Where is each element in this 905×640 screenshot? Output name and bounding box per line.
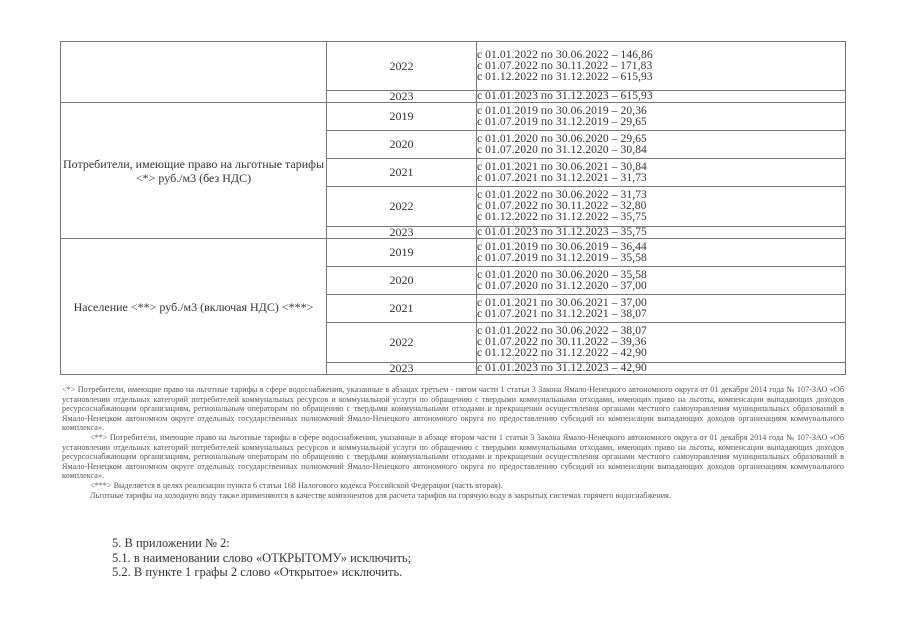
- amendment-line: 5. В приложении № 2:: [112, 536, 230, 550]
- period-line: с 01.07.2019 по 31.12.2019 – 29,65: [477, 115, 647, 128]
- period-line: с 01.01.2019 по 30.06.2019 – 20,36: [477, 104, 647, 117]
- year-cell: 2022: [327, 42, 477, 91]
- year-cell: 2021: [327, 295, 477, 323]
- year-cell: 2023: [327, 91, 477, 103]
- year-cell: 2022: [327, 323, 477, 363]
- period-line: с 01.07.2022 по 30.11.2022 – 171,83: [477, 59, 653, 72]
- amendment-line: 5.1. в наименовании слово «ОТКРЫТОМУ» исключить;: [112, 550, 412, 565]
- period-line: с 01.01.2022 по 30.06.2022 – 146,86: [477, 48, 653, 61]
- periods-cell: [477, 91, 846, 103]
- consumer-group-cell: Население <**> руб./м3 (включая НДС) <***>: [61, 239, 327, 375]
- year-cell: 2021: [327, 159, 477, 187]
- periods-cell: [477, 239, 846, 267]
- periods-cell: [477, 42, 846, 91]
- period-line: с 01.01.2020 по 30.06.2020 – 35,58: [477, 268, 647, 281]
- period-line: с 01.01.2021 по 30.06.2021 – 30,84: [477, 160, 647, 173]
- footnotes: [62, 385, 844, 500]
- footnote: <***> Выделяется в целях реализации пункта 6 статьи 168 Налогового кодекса Российской Федерации (часть вторая).: [90, 480, 503, 490]
- year-cell: 2023: [327, 227, 477, 239]
- amendment-line: 5.2. В пункте 1 графы 2 слово «Открытое» исключить.: [112, 565, 403, 579]
- periods-cell: [477, 103, 846, 131]
- footnote: Льготные тарифы на холодную воду также применяются в качестве компонентов для расчета тарифов на горячую воду в закрытых системах горячего водоснабжения.: [90, 490, 671, 500]
- period-line: с 01.07.2022 по 30.11.2022 – 32,80: [477, 200, 647, 212]
- period-line: с 01.01.2023 по 31.12.2023 – 42,90: [477, 362, 647, 374]
- period-line: с 01.12.2022 по 31.12.2022 – 35,75: [477, 211, 647, 223]
- amendments: [112, 536, 411, 580]
- period-line: с 01.01.2022 по 30.06.2022 – 31,73: [477, 189, 647, 201]
- periods-cell: [477, 131, 846, 159]
- period-line: с 01.07.2021 по 31.12.2021 – 38,07: [477, 307, 647, 320]
- period-line: с 01.12.2022 по 31.12.2022 – 42,90: [477, 347, 647, 359]
- periods-cell: [477, 227, 846, 239]
- period-line: с 01.07.2022 по 30.11.2022 – 39,36: [477, 336, 647, 348]
- footnote: <**> Потребители, имеющие право на льготные тарифы в сфере водоснабжения, указанные в абзаце втором части 1 статьи 3 Закона Ямало-Ненецкого автономного округа от 01 декабря 2014 года № 107-ЗАО «Об установлении отдельных категорий потребителей коммунальных ресурсов и коммунальной услуги по обращению с твердыми коммунальными отходами, имеющих право на льготы, компенсации выпадающих доходов ресурсоснабжающим организациям, региональным операторам по обращению с твердыми коммунальными отходами и прекращении осуществления органами местного самоуправления муниципальных образований в Ямало-Ненецком автономном округе отдельных государственных полномочий Ямало-Ненецкого автономного округа по предоставлению субсидий из компенсации выпадающих доходов организациям коммунального комплекса».: [62, 432, 844, 481]
- period-line: с 01.01.2019 по 30.06.2019 – 36,44: [477, 240, 647, 253]
- period-line: с 01.01.2021 по 30.06.2021 – 37,00: [477, 296, 647, 309]
- year-cell: 2019: [327, 239, 477, 267]
- period-line: с 01.01.2023 по 31.12.2023 – 615,93: [477, 90, 653, 102]
- period-line: с 01.01.2023 по 31.12.2023 – 35,75: [477, 226, 647, 238]
- footnote: <*> Потребители, имеющие право на льготные тарифы в сфере водоснабжения, указанные в абзацах третьем - пятом части 1 статьи 3 Закона Ямало-Ненецкого автономного округа от 01 декабря 2014 года № 107-ЗАО «Об установлении отдельных категорий потребителей коммунальных ресурсов и коммунальной услуги по обращению с твердыми коммунальными отходами, имеющих право на льготы, компенсации выпадающих доходов ресурсоснабжающим организациям, региональным операторам по обращению с твердыми коммунальными отходами и прекращении осуществления органами местного самоуправления муниципальных образований в Ямало-Ненецком автономном округе отдельных государственных полномочий Ямало-Ненецкого автономного округа по предоставлению субсидий из компенсации выпадающих доходов организациям коммунального комплекса».: [62, 385, 844, 433]
- period-line: с 01.01.2022 по 30.06.2022 – 38,07: [477, 325, 647, 337]
- period-line: с 01.07.2020 по 31.12.2020 – 37,00: [477, 279, 647, 292]
- year-cell: 2020: [327, 267, 477, 295]
- year-cell: 2022: [327, 187, 477, 227]
- period-line: с 01.07.2020 по 31.12.2020 – 30,84: [477, 143, 647, 156]
- periods-cell: [477, 267, 846, 295]
- consumer-group-cell: [61, 42, 327, 103]
- period-line: с 01.12.2022 по 31.12.2022 – 615,93: [477, 70, 653, 83]
- year-cell: 2023: [327, 363, 477, 375]
- periods-cell: [477, 323, 846, 363]
- period-line: с 01.07.2021 по 31.12.2021 – 31,73: [477, 171, 647, 184]
- periods-cell: [477, 295, 846, 323]
- periods-cell: [477, 187, 846, 227]
- year-cell: 2020: [327, 131, 477, 159]
- period-line: с 01.07.2019 по 31.12.2019 – 35,58: [477, 251, 647, 264]
- periods-cell: [477, 363, 846, 375]
- year-cell: 2019: [327, 103, 477, 131]
- periods-cell: [477, 159, 846, 187]
- tariff-table: [60, 41, 846, 375]
- consumer-group-cell: Потребители, имеющие право на льготные тарифы <*> руб./м3 (без НДС): [61, 103, 327, 239]
- period-line: с 01.01.2020 по 30.06.2020 – 29,65: [477, 132, 647, 145]
